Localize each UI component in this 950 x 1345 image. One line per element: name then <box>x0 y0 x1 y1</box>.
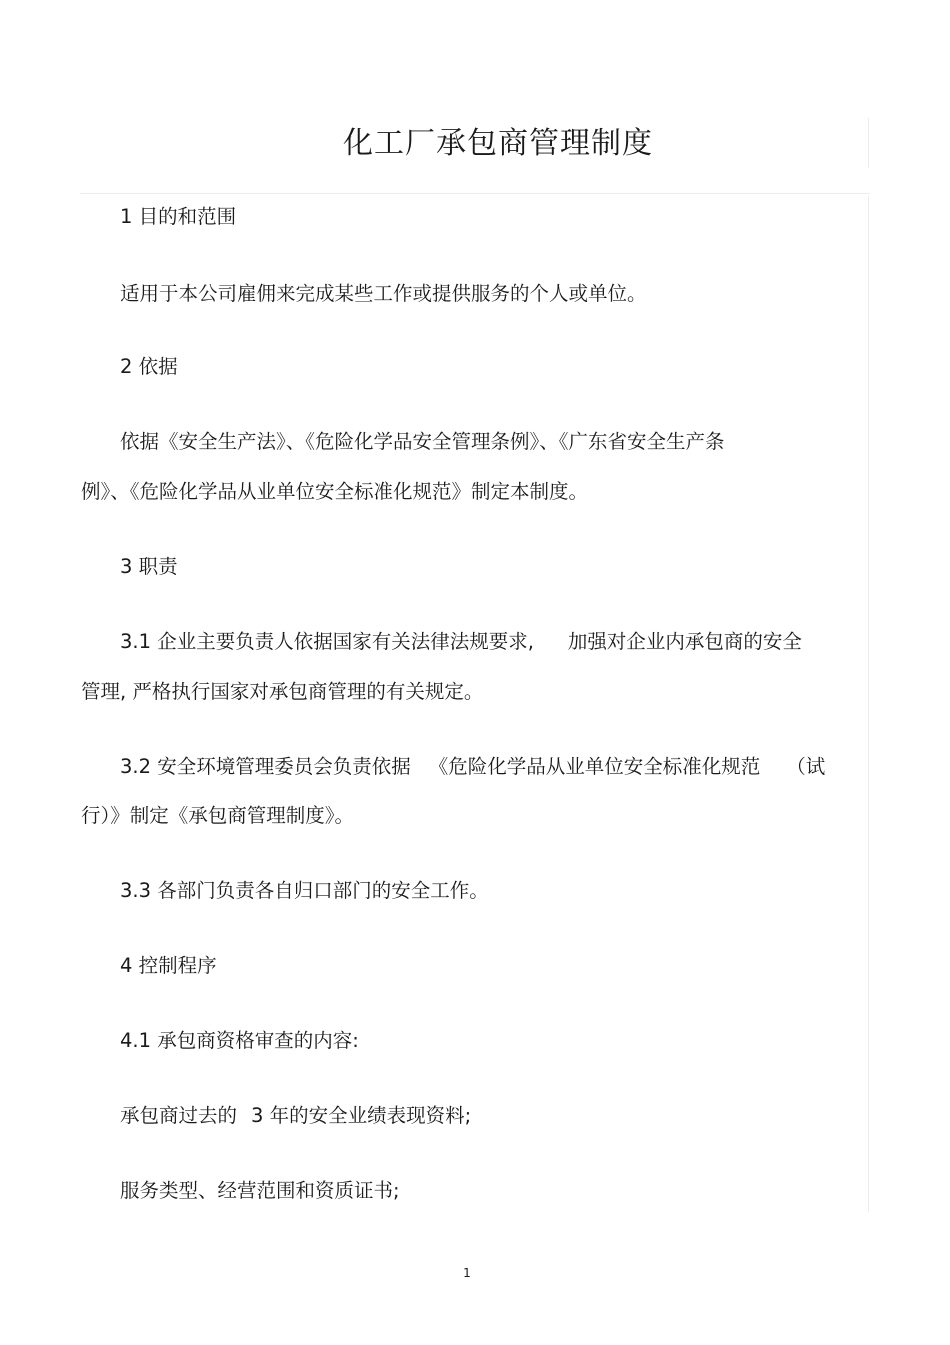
section-2-text-line2: 例》、《危险化学品从业单位安全标准化规范》制定本制度。 <box>81 480 589 503</box>
section-3-1-line1 <box>120 628 802 656</box>
section-3-heading: 3 职责 <box>120 555 178 578</box>
page-number: 1 <box>463 1266 471 1280</box>
section-3-1-line2: 管理, 严格执行国家对承包商管理的有关规定。 <box>81 680 484 703</box>
section-1-heading: 1 目的和范围 <box>120 205 237 228</box>
section-2-heading: 2 依据 <box>120 355 178 378</box>
section-3-2-line1 <box>120 753 825 781</box>
section-3-1-part2: 加强对企业内承包商的安全 <box>567 630 802 653</box>
section-4-heading: 4 控制程序 <box>120 954 217 977</box>
section-2-text-line1: 依据《安全生产法》、《危险化学品安全管理条例》、《广东省安全生产条 <box>120 430 725 453</box>
section-3-3: 3.3 各部门负责各自归口部门的安全工作。 <box>120 879 489 902</box>
section-4-1-item-1-part2: 3 年的安全业绩表现资料; <box>251 1104 472 1127</box>
document-title: 化工厂承包商管理制度 <box>343 126 653 161</box>
section-3-2-part1: 3.2 安全环境管理委员会负责依据 <box>120 755 411 778</box>
section-4-1-item-1-part1: 承包商过去的 <box>120 1104 238 1127</box>
section-3-2-line2: 行）》制定《承包商管理制度》。 <box>81 804 355 827</box>
section-4-1: 4.1 承包商资格审查的内容: <box>120 1029 359 1052</box>
section-1-text: 适用于本公司雇佣来完成某些工作或提供服务的个人或单位。 <box>120 282 647 305</box>
section-4-1-item-2: 服务类型、经营范围和资质证书; <box>120 1179 400 1202</box>
section-4-1-item-1 <box>120 1102 471 1130</box>
section-3-2-part2: 《危险化学品从业单位安全标准化规范 <box>428 755 761 778</box>
header-divider <box>80 193 870 194</box>
section-3-2-part3: （试 <box>786 755 826 778</box>
section-3-1-part1: 3.1 企业主要负责人依据国家有关法律法规要求, <box>120 630 534 653</box>
right-border <box>868 196 869 1212</box>
